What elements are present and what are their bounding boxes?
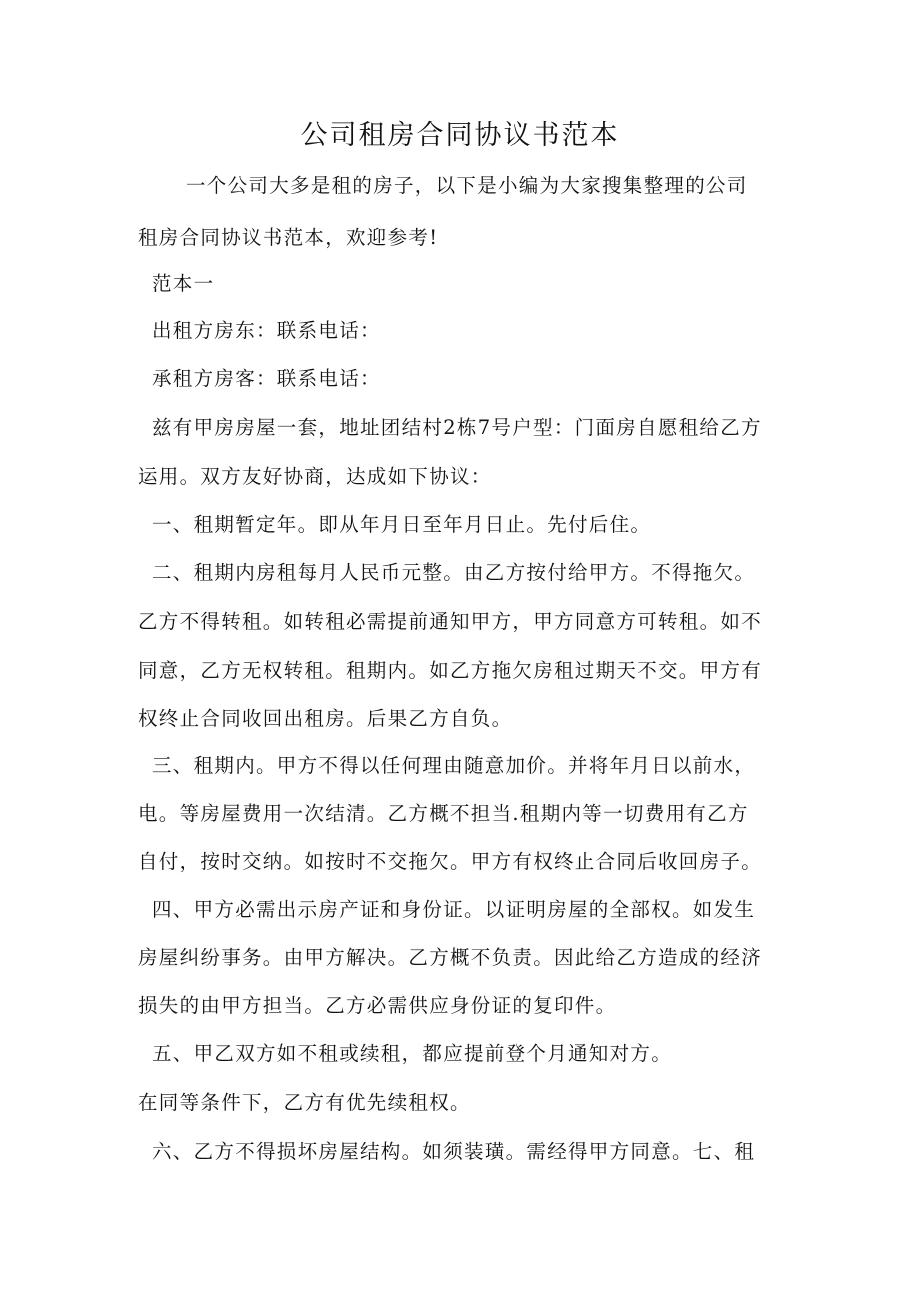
clause-2-line-1: 二、租期内房租每月人民币元整。由乙方按付给甲方。不得拖欠。 bbox=[152, 561, 756, 584]
clause-3-line-2: 电。等房屋费用一次结清。乙方概不担当.租期内等一切费用有乙方 bbox=[138, 802, 749, 825]
clause-2-line-3: 同意，乙方无权转租。租期内。如乙方拖欠房租过期天不交。甲方有 bbox=[138, 659, 763, 682]
clause-4-line-1: 四、甲方必需出示房产证和身份证。以证明房屋的全部权。如发生 bbox=[152, 898, 756, 921]
document-title: 公司租房合同协议书范本 bbox=[300, 120, 620, 151]
lessee-line: 承租方房客：联系电话： bbox=[152, 367, 381, 390]
clause-4-line-2: 房屋纠纷事务。由甲方解决。乙方概不负责。因此给乙方造成的经济 bbox=[138, 946, 763, 969]
clause-1-line-1: 一、租期暂定年。即从年月日至年月日止。先付后住。 bbox=[152, 513, 652, 536]
lessor-line: 出租方房东：联系电话： bbox=[152, 319, 381, 342]
clause-5-line-2: 在同等条件下，乙方有优先续租权。 bbox=[138, 1091, 471, 1114]
clause-4-line-3: 损失的由甲方担当。乙方必需供应身份证的复印件。 bbox=[138, 994, 617, 1017]
property-line-1: 兹有甲房房屋一套，地址团结村2栋7号户型：门面房自愿租给乙方 bbox=[152, 416, 762, 439]
clause-5-line-1: 五、甲乙双方如不租或续租，都应提前登个月通知对方。 bbox=[152, 1042, 673, 1065]
intro-line-2: 租房合同协议书范本，欢迎参考! bbox=[138, 226, 439, 249]
clause-6-line-1: 六、乙方不得损坏房屋结构。如须装璜。需经得甲方同意。七、租 bbox=[152, 1140, 756, 1163]
section-heading-sample-one: 范本一 bbox=[152, 272, 215, 295]
property-line-2: 运用。双方友好协商，达成如下协议： bbox=[138, 465, 492, 488]
clause-3-line-1: 三、租期内。甲方不得以任何理由随意加价。并将年月日以前水， bbox=[152, 754, 756, 777]
clause-2-line-4: 权终止合同收回出租房。后果乙方自负。 bbox=[138, 707, 513, 730]
clause-2-line-2: 乙方不得转租。如转租必需提前通知甲方，甲方同意方可转租。如不 bbox=[138, 610, 763, 633]
clause-3-line-3: 自付，按时交纳。如按时不交拖欠。甲方有权终止合同后收回房子。 bbox=[138, 850, 763, 873]
intro-line-1: 一个公司大多是租的房子，以下是小编为大家搜集整理的公司 bbox=[186, 174, 748, 197]
